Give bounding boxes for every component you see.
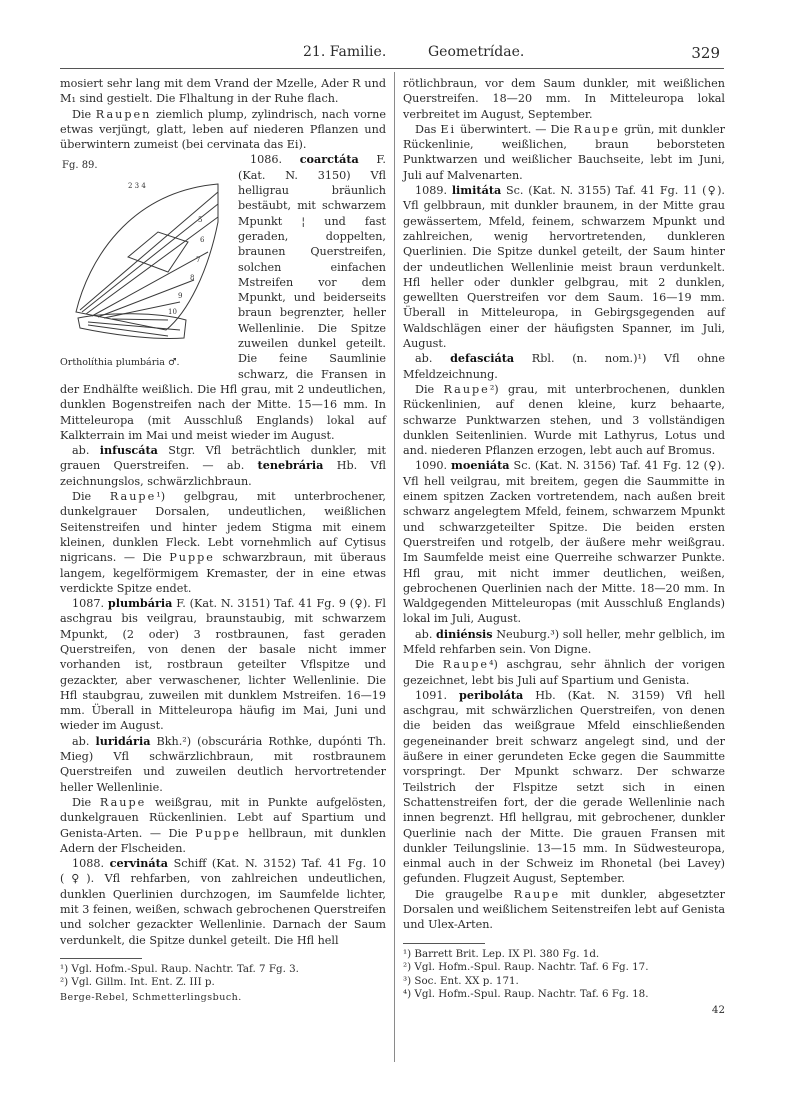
entry-1087: 1087. plumbária F. (Kat. N. 3151) Taf. 41 Fg. 9 (♀). Fl aschgrau bis veilgrau, braunstaubig, mit schwarzem Mpunkt, (2 oder) 3 rostbraunen, fast geraden Querstreifen, von denen der basale nicht immer vorhanden ist, rostbraun geteilter Vflspitze und gezackter, aber verwaschener, lichter Wellenlinie. Die Hfl staubgrau, zuweilen mit dunklem Mstreifen. 16—19 mm. Überall in Mitteleuropa häufig im Mai, Juni und wieder im August. — [60, 596, 386, 733]
aberration-infuscata: ab. infuscáta Stgr. Vfl beträchtlich dunkler, mit grauen Querstreifen. — ab. tenebrária Hb. Vfl zeichnungslos, schwärzlichbraun. — [60, 443, 386, 488]
paragraph: mosiert sehr lang mit dem Vrand der Mzelle, Ader R und M₁ sind gestielt. Die Flhaltung in der Ruhe flach. — [60, 77, 386, 106]
entry-1086: 1086. coarctáta F. (Kat. N. 3150) Vfl helligrau bräunlich bestäubt, mit schwarzem Mpunkt ¦ und fast geraden, doppelten, braunen Querstreifen, solchen einfachen Mstreifen vor dem Mpunkt, und beiderseits braun begrenzter, heller Wellenlinie. Die Spitze zuweilen dunkel geteilt. Die feine Saumlinie schwarz, die Fransen in der Endhälfte weißlich. Die Hfl grau, mit 2 undeutlichen, dunklen Bogenstreifen nach der Mitte. 15—16 mm. In Mitteleuropa (mit Ausschluß Englands) lokal auf Kalkterrain im Mai und meist wieder im August. — [60, 152, 386, 442]
running-header — [60, 44, 720, 64]
aberration-diniensis: ab. diniénsis Neuburg.³) soll heller, mehr gelblich, im Mfeld rehfarben sein. Von Digne. — [403, 626, 725, 656]
footnote: ¹) Vgl. Hofm.-Spul. Raup. Nachtr. Taf. 7 Fg. 3. — [60, 962, 299, 975]
footnote: ²) Vgl. Hofm.-Spul. Raup. Nachtr. Taf. 6 Fg. 17. — [403, 961, 649, 974]
footnote: ³) Soc. Ent. XX p. 171. — [403, 974, 519, 987]
entry-1089: 1089. limitáta Sc. (Kat. N. 3155) Taf. 41 Fg. 11 (♀). Vfl gelbbraun, mit dunkler braunem, in der Mitte grau gewässertem, Mfeld, feinem, schwarzem Mpunkt und zahlreichen, wenig hervortretenden, dunkleren Querlinien. Die Spitze dunkel geteilt, der Saum hinter der undeutlichen Wellenlinie meist braun verdunkelt. Hfl heller oder dunkler gelbgrau, mit 2 dunklen, gewellten Querstreifen vor dem Saum. 16—19 mm. Überall in Mitteleuropa, in Gebirgsgegenden auf Waldschlägen einer der häufigsten Spanner, im Juli, August. — [403, 183, 725, 351]
svg-text:5: 5 — [198, 216, 203, 225]
left-column — [60, 76, 386, 1005]
larva-description: Die Raupe²) grau, mit unterbrochenen, dunklen Rückenlinien, auf denen kleine, kurz behaarte, schwarze Punktwarzen stehen, und 3 vollständigen dunklen Seitenlinien. Wurde mit Lathyrus, Lotus und and. niederen Pflanzen erzogen, lebt auch auf Bromus. — [403, 382, 725, 458]
right-column — [403, 76, 725, 1017]
footnote-rule — [60, 958, 142, 959]
svg-text:7: 7 — [196, 256, 201, 265]
family-number: 21. Familie. — [303, 44, 387, 60]
footnote-rule — [403, 943, 485, 944]
larva-description: Die Raupe weißgrau, mit in Punkte aufgelösten, dunkelgrauen Rückenlinien. Lebt auf Spartium und Genista-Arten. — Die Puppe hellbraun, mit dunklen Adern der Flscheiden. — [60, 795, 387, 855]
larva-description: Die Raupe¹) gelbgrau, mit unterbrochener, dunkelgrauer Dorsalen, undeutlichen, weißlichen Seitenstreifen und hinter jedem Stigma mit einem kleinen, dunklen Fleck. Lebt vornehmlich auf Cytisus nigricans. — Die Puppe schwarzbraun, mit überaus langem, kegelförmigem Kremaster, der in eine etwas verdickte Spitze endet. — [60, 490, 386, 595]
aberration-defasciata: ab. defasciáta Rbl. (n. nom.)¹) Vfl ohne Mfeldzeichnung. — [403, 351, 725, 381]
svg-text:9: 9 — [178, 292, 183, 301]
figure-89 — [60, 158, 230, 370]
svg-text:2 3 4: 2 3 4 — [128, 182, 146, 191]
signature-mark: 42 — [711, 1003, 725, 1016]
publisher-imprint: Berge-Rebel, Schmetterlingsbuch. — [60, 991, 242, 1003]
larva-description: Die Raupe⁴) aschgrau, sehr ähnlich der vorigen gezeichnet, lebt bis Juli auf Spartium und Genista. — [403, 658, 725, 687]
figure-caption: Ortholíthia plumbária ♂. — [60, 357, 180, 369]
vein — [92, 252, 208, 316]
footnote: ¹) Barrett Brit. Lep. IX Pl. 380 Fg. 1d. — [403, 947, 600, 960]
moth-wing-venation-diagram — [68, 162, 228, 342]
paragraph: Die Raupen ziemlich plump, zylindrisch, nach vorne etwas verjüngt, glatt, leben auf niederen Pflanzen und überwintern zumeist (bei cervinata das Ei). — [60, 107, 386, 152]
svg-text:6: 6 — [200, 236, 205, 245]
aberration-luridaria: ab. luridária Bkh.²) (obscurária Rothke, dupónti Th. Mieg) Vfl schwärzlichbraun, mit rostbraunem Querstreifen und zuweilen deutlich hervortretender heller Wellenlinie. — [60, 733, 387, 794]
egg-larva-description: Das Ei überwintert. — Die Raupe grün, mit dunkler Rückenlinie, weißlichen, braun beborsteten Punktwarzen und weißlicher Bauchseite, lebt im Juni, Juli auf Malvenarten. — [403, 122, 725, 182]
svg-text:10: 10 — [168, 308, 177, 317]
family-name: Geometrídae. — [428, 44, 525, 60]
larva-description: Die graugelbe Raupe mit dunkler, abgesetzter Dorsalen und weißlichem Seitenstreifen lebt auf Genista und Ulex-Arten. — [403, 887, 726, 932]
paragraph: rötlichbraun, vor dem Saum dunkler, mit weißlichen Querstreifen. 18—20 mm. In Mitteleuropa lokal verbreitet im August, September. — [403, 77, 725, 121]
figure-label: Fg. 89. — [62, 160, 98, 172]
entry-1090: 1090. moeniáta Sc. (Kat. N. 3156) Taf. 41 Fg. 12 (♀). Vfl hell veilgrau, mit breitem, gegen die Saummitte in einem spitzen Zacken vortretendem, nach außen breit schwarz angelegtem Mfeld, feinem, schwarzem Mpunkt und schwarzgeteilter Spitze. Die beiden ersten Querstreifen und rotgelb, der äußere mehr weißgrau. Im Saumfelde meist eine Querreihe schwarzer Punkte. Hfl grau, mit nicht immer deutlichen, weißen, gebrochenen Querlinien nach der Mitte. 18—20 mm. In Waldgegenden Mitteleuropas (mit Ausschluß Englands) lokal im Juli, August. — [403, 458, 725, 626]
header-rule — [60, 68, 724, 69]
entry-1091: 1091. periboláta Hb. (Kat. N. 3159) Vfl hell aschgrau, mit schwärzlichen Querstreifen, von denen die beiden das weißgraue Mfeld einschließenden gegeneinander breit schwarz angelegt sind, und der äußere in einer gerundeten Ecke gegen die Saummitte vorspringt. Der Mpunkt schwarz. Der schwarze Teilstrich der Flspitze setzt sich in einen Schattenstreifen fort, der die gerade Wellenlinie nach innen begrenzt. Hfl hellgrau, mit gebrochener, dunkler Querlinie nach der Mitte. Die grauen Fransen mit dunkler Teilungslinie. 13—15 mm. In Südwesteuropa, einmal auch in der Schweiz im Rhonetal (bei Lavey) gefunden. Flugzeit August, September. — [403, 687, 725, 886]
svg-text:8: 8 — [190, 274, 195, 283]
vein — [80, 192, 218, 310]
vein — [112, 319, 168, 320]
footnote: ²) Vgl. Gillm. Int. Ent. Z. III p. — [60, 976, 215, 989]
column-divider — [394, 72, 395, 1062]
page-number: 329 — [691, 44, 720, 62]
entry-1088: 1088. cervináta Schiff (Kat. N. 3152) Taf. 41 Fg. 10 (♀). Vfl rehfarben, von zahlreichen undeutlichen, dunklen Querlinien durchzogen, im Saumfelde lichter, mit 3 feinen, weißen, schwach gebrochenen Querstreifen und solcher gezackter Wellenlinie. Darnach der Saum verdunkelt, die Spitze dunkel geteilt. Die Hfl hell — [60, 856, 386, 947]
vein — [88, 325, 168, 336]
footnote: ⁴) Vgl. Hofm.-Spul. Raup. Nachtr. Taf. 6 Fg. 18. — [403, 988, 649, 1001]
